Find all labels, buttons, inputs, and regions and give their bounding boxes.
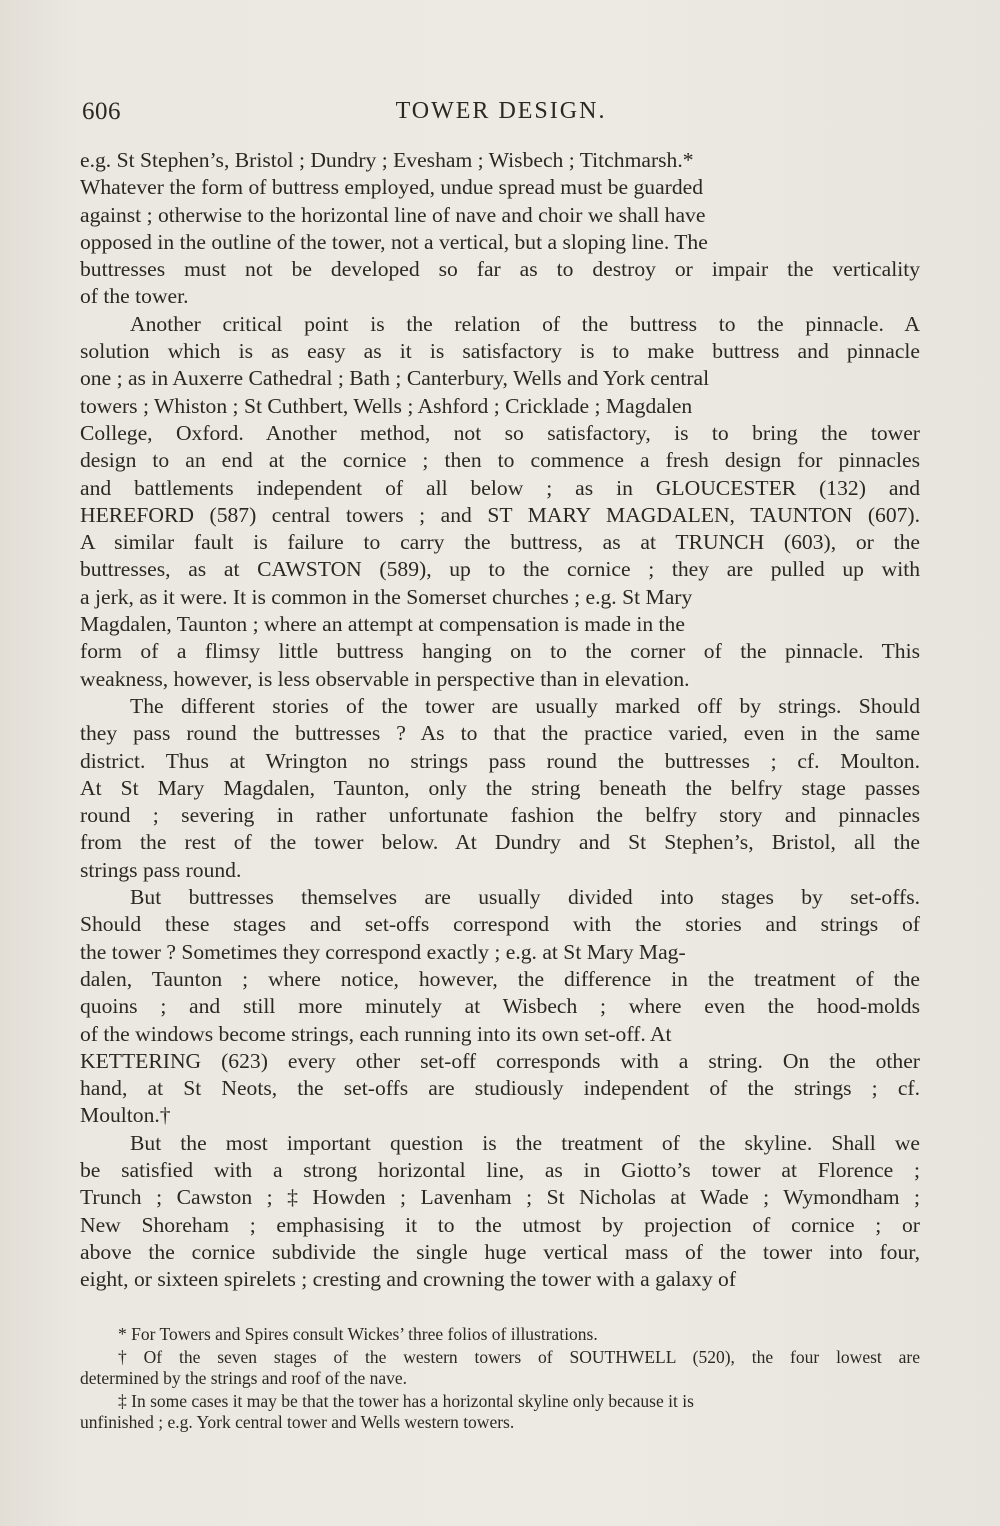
footnote-line: determined by the strings and roof of the nave. — [80, 1368, 408, 1388]
text-line: Whatever the form of buttress employed, undue spread must be guarded — [80, 175, 704, 200]
text-line: College, Oxford. Another method, not so satisfactory, is to bring the tower — [80, 420, 920, 445]
footnote — [80, 1391, 920, 1434]
text-line: weakness, however, is less observable in perspective than in elevation. — [80, 666, 690, 691]
text-line: above the cornice subdivide the single huge vertical mass of the tower into four, — [80, 1239, 920, 1264]
text-line: e.g. St Stephen’s, Bristol ; Dundry ; Evesham ; Wisbech ; Titchmarsh.* — [80, 148, 694, 172]
text-line: design to an end at the cornice ; then to commence a fresh design for pinnacles — [80, 448, 920, 473]
text-line: from the rest of the tower below. At Dundry and St Stephen’s, Bristol, all the — [80, 830, 920, 855]
text-line: one ; as in Auxerre Cathedral ; Bath ; Canterbury, Wells and York central — [80, 366, 710, 391]
text-line: buttresses, as at CAWSTON (589), up to the cornice ; they are pulled up with — [80, 557, 920, 582]
footnote-line: † Of the seven stages of the western towers of SOUTHWELL (520), the four lowest are — [118, 1346, 920, 1367]
text-line: form of a flimsy little buttress hanging on to the corner of the pinnacle. This — [80, 639, 920, 664]
page-number: 606 — [82, 98, 121, 125]
paragraph — [80, 1130, 920, 1294]
text-line: Moulton.† — [80, 1103, 171, 1128]
text-line: solution which is as easy as it is satisfactory is to make buttress and pinnacle — [80, 339, 920, 364]
text-line: round ; severing in rather unfortunate fashion the belfry story and pinnacles — [80, 803, 920, 828]
text-line: quoins ; and still more minutely at Wisbech ; where even the hood-molds — [80, 994, 920, 1019]
footnote-line: ‡ In some cases it may be that the tower has a horizontal skyline only because it is — [118, 1390, 694, 1411]
text-line: Should these stages and set-offs correspond with the stories and strings of — [80, 912, 920, 937]
text-line: of the tower. — [80, 284, 189, 309]
text-line: HEREFORD (587) central towers ; and ST MARY MAGDALEN, TAUNTON (607). — [80, 502, 920, 527]
text-line: strings pass round. — [80, 857, 242, 882]
text-line: But the most important question is the treatment of the skyline. Shall we — [130, 1130, 920, 1155]
footnote-line: unfinished ; e.g. York central tower and Wells western towers. — [80, 1412, 515, 1432]
text-line: against ; otherwise to the horizontal line of nave and choir we shall have — [80, 202, 706, 227]
text-line: A similar fault is failure to carry the buttress, as at TRUNCH (603), or the — [80, 530, 920, 555]
text-line: hand, at St Neots, the set-offs are studiously independent of the strings ; cf. — [80, 1076, 920, 1101]
running-title: TOWER DESIGN. — [395, 98, 607, 124]
text-line: they pass round the buttresses ? As to that the practice varied, even in the same — [80, 721, 920, 746]
text-line: be satisfied with a strong horizontal line, as in Giotto’s tower at Florence ; — [80, 1157, 920, 1182]
text-line: towers ; Whiston ; St Cuthbert, Wells ; Ashford ; Cricklade ; Magdalen — [80, 393, 693, 418]
paragraph — [80, 693, 920, 884]
text-line: the tower ? Sometimes they correspond exactly ; e.g. at St Mary Mag- — [80, 939, 686, 964]
text-line: But buttresses themselves are usually divided into stages by set-offs. — [130, 885, 920, 910]
body-text — [80, 147, 920, 1293]
paragraph — [80, 884, 920, 1130]
text-line: buttresses must not be developed so far as to destroy or impair the verticality — [80, 257, 920, 282]
paragraph — [80, 147, 920, 311]
text-line: Another critical point is the relation of the buttress to the pinnacle. A — [130, 311, 920, 336]
text-line: district. Thus at Wrington no strings pass round the buttresses ; cf. Moulton. — [80, 748, 920, 773]
text-line: and battlements independent of all below ; as in GLOUCESTER (132) and — [80, 475, 920, 500]
text-line: KETTERING (623) every other set-off corresponds with a string. On the other — [80, 1048, 920, 1073]
text-line: opposed in the outline of the tower, not a vertical, but a sloping line. The — [80, 229, 708, 254]
text-line: dalen, Taunton ; where notice, however, the difference in the treatment of the — [80, 966, 920, 991]
text-line: New Shoreham ; emphasising it to the utmost by projection of cornice ; or — [80, 1212, 920, 1237]
text-line: At St Mary Magdalen, Taunton, only the string beneath the belfry stage passes — [80, 775, 920, 800]
text-line: The different stories of the tower are usually marked off by strings. Should — [130, 693, 920, 718]
text-line: eight, or sixteen spirelets ; cresting and crowning the tower with a galaxy of — [80, 1267, 737, 1292]
footnote — [80, 1324, 920, 1346]
page-header — [82, 98, 920, 138]
text-line: Trunch ; Cawston ; ‡ Howden ; Lavenham ; St Nicholas at Wade ; Wymondham ; — [80, 1185, 920, 1210]
footnote-line: * For Towers and Spires consult Wickes’ three folios of illustrations. — [118, 1324, 598, 1344]
paragraph — [80, 311, 920, 693]
text-line: of the windows become strings, each running into its own set-off. At — [80, 1021, 672, 1046]
footnote — [80, 1347, 920, 1390]
text-line: a jerk, as it were. It is common in the Somerset churches ; e.g. St Mary — [80, 584, 693, 609]
text-line: Magdalen, Taunton ; where an attempt at compensation is made in the — [80, 612, 685, 637]
footnotes — [80, 1324, 920, 1435]
